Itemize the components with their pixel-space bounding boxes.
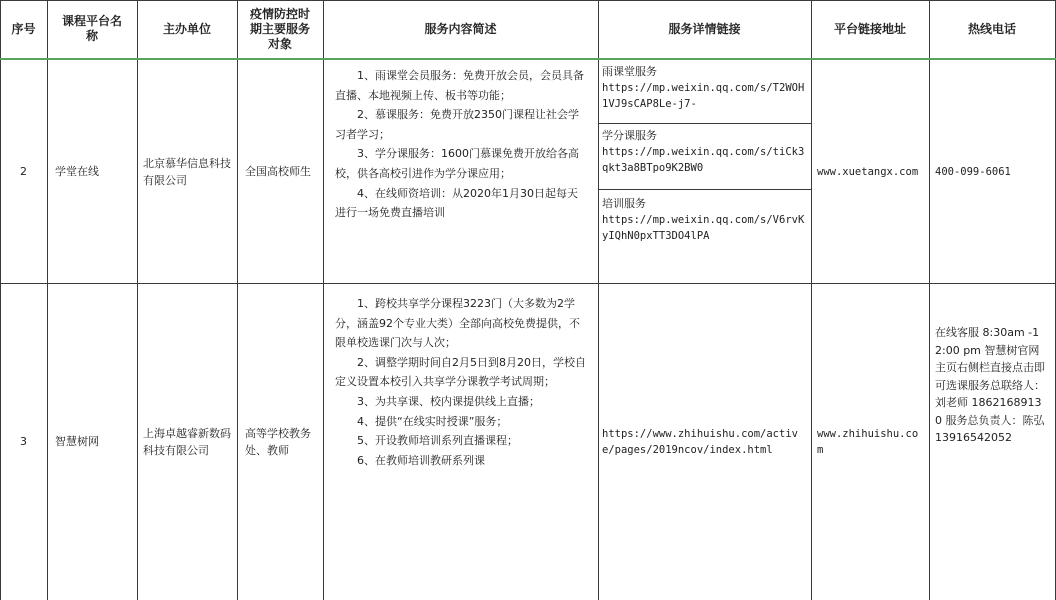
row-services xyxy=(323,60,598,283)
header-site: 平台链接地址 xyxy=(833,21,906,36)
detail-link[interactable]: 培训服务 https://mp.weixin.qq.com/s/V6rvKyIQhN0pxTT3DO4lPA xyxy=(602,197,805,242)
row-platform: 学堂在线 xyxy=(55,164,99,178)
service-item: 4、提供“在线实时授课”服务； xyxy=(357,414,508,428)
header-services: 服务内容简述 xyxy=(424,21,497,36)
row-detail-link[interactable]: https://www.zhihuishu.com/active/pages/2019ncov/index.html xyxy=(602,428,798,456)
header-organizer: 主办单位 xyxy=(162,21,211,36)
row-services xyxy=(323,284,598,600)
service-item: 1、跨校共享学分课程3223门（大多数为2学分，涵盖92个专业大类）全部向高校免费提供，不限单校选课门次与人次； xyxy=(335,297,580,350)
service-item: 5、开设教师培训系列直播课程； xyxy=(357,434,518,448)
detail-link[interactable]: 雨课堂服务 https://mp.weixin.qq.com/s/T2WOH1VJ9sCAP8Le-j7- xyxy=(598,60,811,124)
row-index: 2 xyxy=(20,164,27,178)
service-item: 3、学分课服务：1600门慕课免费开放给各高校，供各高校引进作为学分课应用； xyxy=(335,147,579,180)
service-item: 2、慕课服务：免费开放2350门课程让社会学习者学习； xyxy=(335,108,579,141)
row-index: 3 xyxy=(20,435,27,448)
service-item: 4、在线师资培训：从2020年1月30日起每天进行一场免费直播培训 xyxy=(335,186,578,220)
service-item: 2、调整学期时间自2月5日到8月20日，学校自定义设置本校引入共享学分课教学考试周期； xyxy=(335,355,586,389)
row-organizer: 上海卓越睿新数码科技有限公司 xyxy=(143,427,231,457)
header-index: 序号 xyxy=(11,21,36,36)
header-detail-link: 服务详情链接 xyxy=(668,21,741,36)
row-audience: 全国高校师生 xyxy=(245,165,311,178)
row-hotline: 400-099-6061 xyxy=(935,165,1011,178)
row-detail-links xyxy=(598,60,811,283)
service-item: 3、为共享课、校内课提供线上直播； xyxy=(357,394,540,408)
service-item: 1、雨课堂会员服务：免费开放会员，会员具备直播、本地视频上传、板书等功能； xyxy=(335,69,584,102)
row-organizer: 北京慕华信息科技有限公司 xyxy=(143,156,231,187)
header-hotline: 热线电话 xyxy=(967,21,1016,36)
row-site[interactable]: www.xuetangx.com xyxy=(817,165,919,178)
service-item: 6、在教师培训教研系列课 xyxy=(357,453,485,467)
header-platform: 课程平台名称 xyxy=(61,14,122,43)
row-audience: 高等学校教务处、教师 xyxy=(245,427,311,457)
row-hotline: 在线客服 8:30am -12:00 pm 智慧树官网主页右侧栏直接点击即可选课服务总联络人：刘老师 18621689130 服务总负责人：陈弘 13916542052 xyxy=(935,326,1045,444)
detail-link[interactable]: 学分课服务 https://mp.weixin.qq.com/s/tiCk3qkt3a8BTpo9K2BW0 xyxy=(598,124,811,190)
header-audience: 疫情防控时期主要服务对象 xyxy=(249,6,310,51)
row-site[interactable]: www.zhihuishu.com xyxy=(817,428,919,456)
row-platform: 智慧树网 xyxy=(55,435,99,448)
